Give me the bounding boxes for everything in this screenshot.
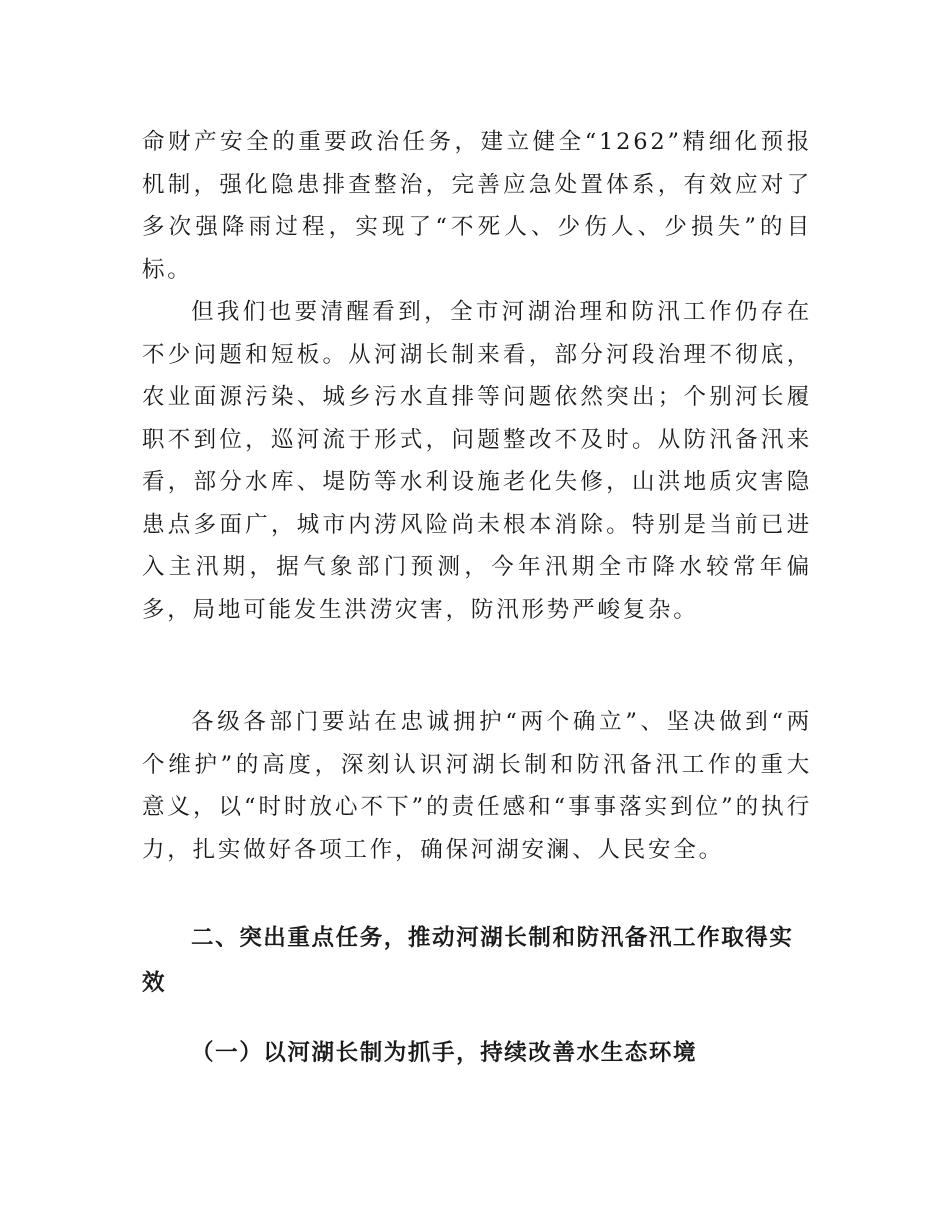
subsection-heading: （一）以河湖长制为抓手，持续改善水生态环境 <box>191 1040 698 1066</box>
paragraph-problems: 但我们也要清醒看到，全市河湖治理和防汛工作仍存在不少问题和短板。从河湖长制来看，部分河段治理不彻底，农业面源污染、城乡污水直排等问题依然突出；个别河长履职不到位，巡河流于形式，问题整改不及时。从防汛备汛来看，部分水库、堤防等水利设施老化失修，山洪地质灾害隐患点多面广，城市内涝风险尚未根本消除。特别是当前已进入主汛期，据气象部门预测，今年汛期全市降水较常年偏多，局地可能发生洪涝灾害，防汛形势严峻复杂。 <box>142 299 812 623</box>
paragraph-continued: 命财产安全的重要政治任务，建立健全“1262”精细化预报机制，强化隐患排查整治，完善应急处置体系，有效应对了多次强降雨过程，实现了“不死人、少伤人、少损失”的目标。 <box>142 129 812 283</box>
section-heading: 二、突出重点任务，推动河湖长制和防汛备汛工作取得实效 <box>142 925 794 996</box>
paragraph-requirements: 各级各部门要站在忠诚拥护“两个确立”、坚决做到“两个维护”的高度，深刻认识河湖长制和防汛备汛工作的重大意义，以“时时放心不下”的责任感和“事事落实到位”的执行力，扎实做好各项工作，确保河湖安澜、人民安全。 <box>142 709 812 863</box>
